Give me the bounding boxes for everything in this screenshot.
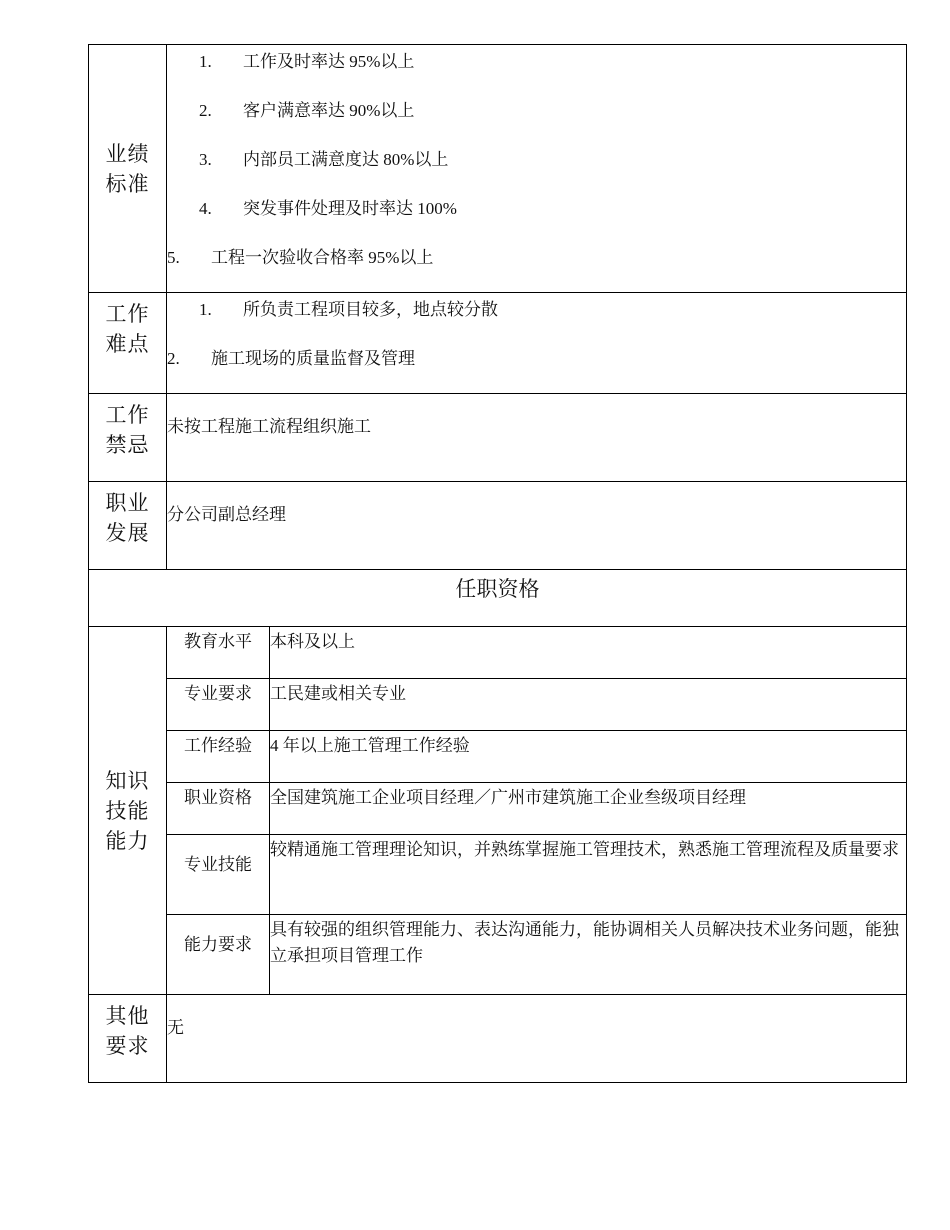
- performance-row: [89, 45, 907, 293]
- qualification-row: [89, 731, 907, 783]
- list-item: 4. 突发事件处理及时率达 100%: [199, 199, 457, 218]
- other-label: 其他要求: [89, 995, 167, 1083]
- list-item: 2. 客户满意率达 90%以上: [199, 101, 415, 120]
- qualification-value: 全国建筑施工企业项目经理／广州市建筑施工企业叁级项目经理: [270, 783, 907, 835]
- performance-label: 业绩标准: [89, 45, 167, 293]
- qualification-key: 工作经验: [167, 731, 270, 783]
- list-item: 1. 所负责工程项目较多，地点较分散: [199, 300, 498, 319]
- performance-content: [167, 45, 907, 293]
- qualification-row: [89, 783, 907, 835]
- taboo-row: [89, 394, 907, 482]
- qualification-key: 专业要求: [167, 679, 270, 731]
- list-item: 2. 施工现场的质量监督及管理: [167, 349, 415, 368]
- difficulty-content: [167, 293, 907, 394]
- qualification-header-row: [89, 570, 907, 627]
- qualification-label: 知识技能能力: [89, 627, 167, 995]
- qualification-value: 较精通施工管理理论知识，并熟练掌握施工管理技术，熟悉施工管理流程及质量要求: [270, 835, 907, 915]
- list-item: 3. 内部员工满意度达 80%以上: [199, 150, 449, 169]
- career-text: 分公司副总经理: [167, 482, 907, 570]
- qualification-key: 教育水平: [167, 627, 270, 679]
- qualification-title: 任职资格: [89, 570, 907, 627]
- qualification-key: 职业资格: [167, 783, 270, 835]
- list-item: 5. 工程一次验收合格率 95%以上: [167, 248, 434, 267]
- career-label: 职业发展: [89, 482, 167, 570]
- qualification-row: [89, 915, 907, 995]
- qualification-value: 4 年以上施工管理工作经验: [270, 731, 907, 783]
- difficulty-row: [89, 293, 907, 394]
- list-item: 1. 工作及时率达 95%以上: [199, 52, 415, 71]
- qualification-row: [89, 679, 907, 731]
- other-text: 无: [167, 995, 907, 1083]
- difficulty-label: 工作难点: [89, 293, 167, 394]
- qualification-row: [89, 835, 907, 915]
- other-row: [89, 995, 907, 1083]
- career-row: [89, 482, 907, 570]
- qualification-key: 专业技能: [167, 835, 270, 915]
- qualification-value: 本科及以上: [270, 627, 907, 679]
- taboo-text: 未按工程施工流程组织施工: [167, 394, 907, 482]
- qualification-key: 能力要求: [167, 915, 270, 995]
- qualification-value: 工民建或相关专业: [270, 679, 907, 731]
- taboo-label: 工作禁忌: [89, 394, 167, 482]
- qualification-value: 具有较强的组织管理能力、表达沟通能力，能协调相关人员解决技术业务问题，能独立承担项目管理工作: [270, 915, 907, 995]
- job-description-document: [88, 44, 907, 1083]
- qualification-row: [89, 627, 907, 679]
- job-table: [88, 44, 907, 1083]
